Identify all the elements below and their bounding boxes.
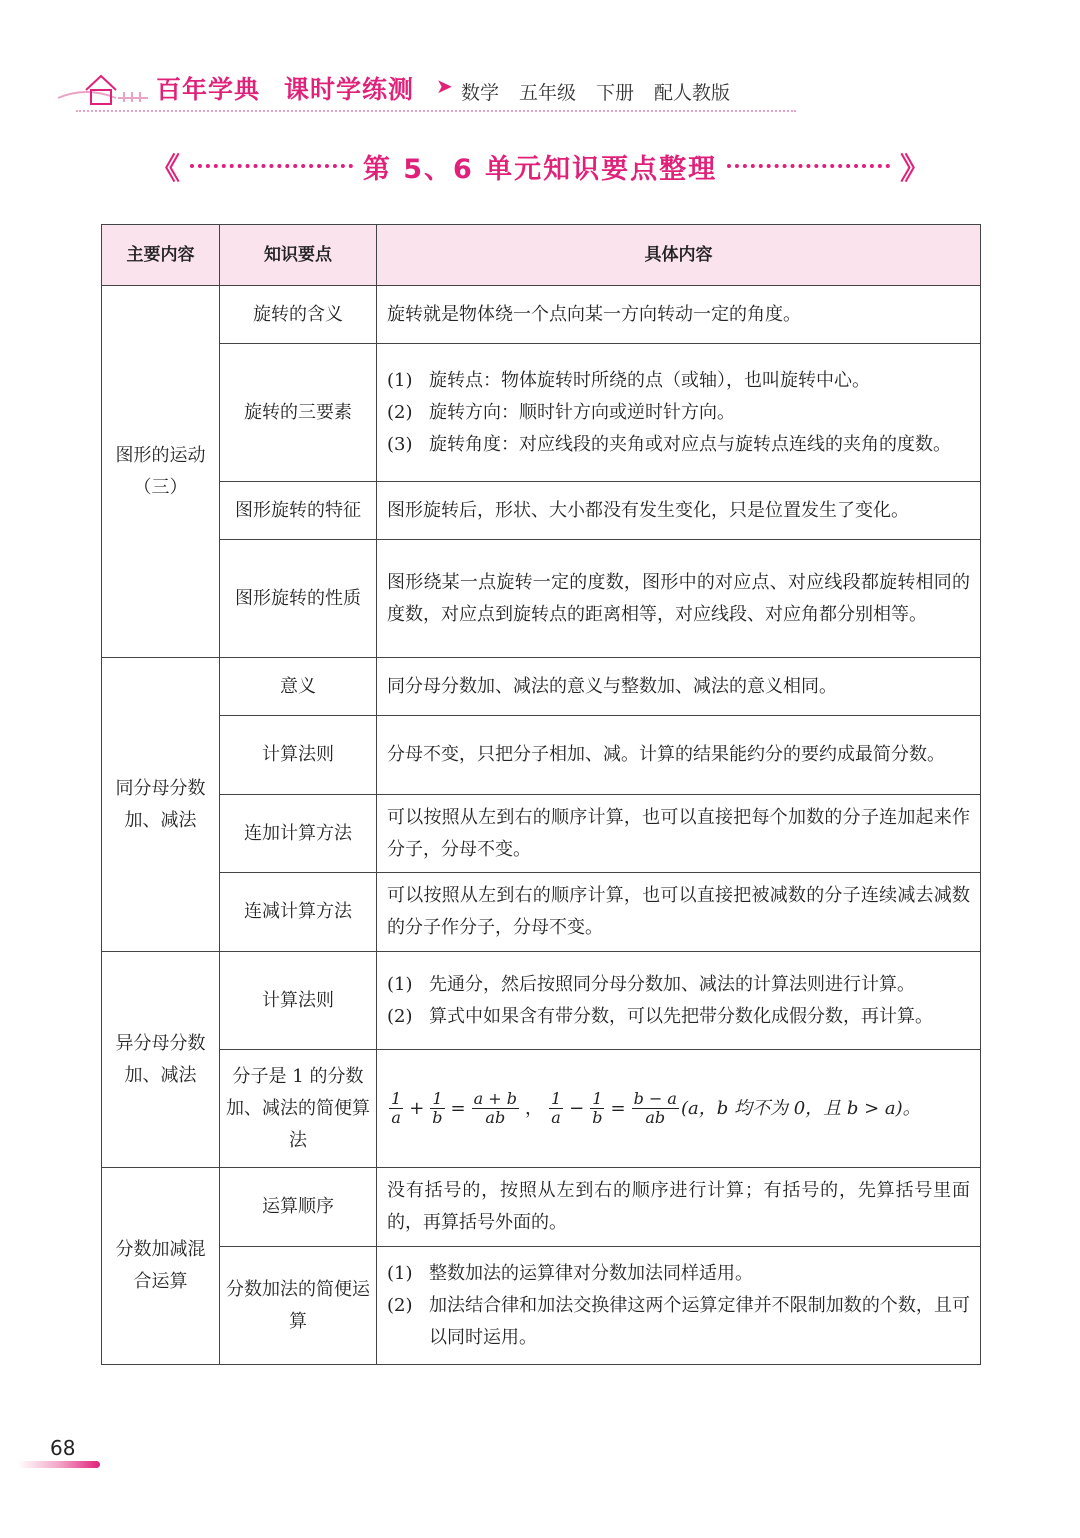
- brand-series: 课时学练测: [284, 75, 415, 104]
- detail-cell: [377, 344, 981, 482]
- brand-title: [156, 70, 438, 106]
- list-item: (2) 旋转方向：顺时针方向或逆时针方向。: [387, 401, 735, 423]
- arrow-right-icon: ➤: [436, 74, 453, 98]
- page-number-bar: [18, 1461, 100, 1468]
- fraction: $\frac{1}{a}$: [550, 1089, 562, 1127]
- detail-cell: 没有括号的，按照从左到右的顺序进行计算；有括号的，先算括号里面的，再算括号外面的。: [377, 1168, 981, 1247]
- topic-cell: 分数加减混合运算: [102, 1168, 220, 1365]
- table-row: [102, 1050, 981, 1168]
- fraction: $\frac{a + b}{ab}$: [473, 1089, 517, 1127]
- list-item: (1) 先通分，然后按照同分母分数加、减法的计算法则进行计算。: [387, 973, 915, 995]
- header-main-content: 主要内容: [102, 225, 220, 286]
- table-row: [102, 1247, 981, 1365]
- table-row: [102, 873, 981, 952]
- book-info: [461, 78, 750, 105]
- fraction: $\frac{1}{b}$: [432, 1089, 443, 1127]
- detail-cell: [377, 1247, 981, 1365]
- detail-cell: 图形旋转后，形状、大小都没有发生变化，只是位置发生了变化。: [377, 482, 981, 540]
- header-divider: [76, 110, 796, 112]
- fraction-formula: $\frac{1}{a}$ + $\frac{1}{b}$ = $\frac{a + b}{ab}$ ， $\frac{1}{a}$ − $\frac{1}{b}$ = $\frac{b - a}{ab}$ (a，b 均不为 0，且 b > a)。: [391, 1089, 921, 1127]
- list-item: (3) 旋转角度：对应线段的夹角或对应点与旋转点连线的夹角的度数。: [387, 433, 951, 455]
- point-cell: 图形旋转的性质: [220, 540, 377, 658]
- detail-cell: 可以按照从左到右的顺序计算，也可以直接把被减数的分子连续减去减数的分子作分子，分母不变。: [377, 873, 981, 952]
- title-dots-right: [727, 164, 890, 168]
- detail-cell: 分母不变，只把分子相加、减。计算的结果能约分的要约成最简分数。: [377, 716, 981, 795]
- brand-name: 百年学典: [156, 75, 261, 104]
- list-item: (2) 加法结合律和加法交换律这两个运算定律并不限制加数的个数，且可以同时运用。: [387, 1294, 970, 1348]
- topic-cell: 图形的运动（三）: [102, 286, 220, 658]
- page-number: 68: [50, 1436, 76, 1460]
- volume-label: 下册: [596, 82, 635, 104]
- table-row: [102, 658, 981, 716]
- detail-cell: 图形绕某一点旋转一定的度数，图形中的对应点、对应线段都旋转相同的度数，对应点到旋转点的距离相等，对应线段、对应角都分别相等。: [377, 540, 981, 658]
- point-cell: 分子是 1 的分数加、减法的简便算法: [220, 1050, 377, 1168]
- edition-label: 配人教版: [654, 82, 731, 104]
- fraction: $\frac{1}{a}$: [391, 1089, 402, 1127]
- detail-cell: [377, 952, 981, 1050]
- point-cell: 旋转的三要素: [220, 344, 377, 482]
- house-decoration-icon: [56, 68, 151, 108]
- table-row: [102, 795, 981, 873]
- page-header: [56, 60, 796, 120]
- point-cell: 图形旋转的特征: [220, 482, 377, 540]
- detail-cell: 可以按照从左到右的顺序计算，也可以直接把每个加数的分子连加起来作分子，分母不变。: [377, 795, 981, 873]
- formula-condition: (a，b 均不为 0，且 b > a)。: [680, 1097, 921, 1119]
- list-item: (2) 算式中如果含有带分数，可以先把带分数化成假分数，再计算。: [387, 1005, 933, 1027]
- fraction: $\frac{1}{b}$: [592, 1089, 603, 1127]
- grade-label: 五年级: [519, 82, 577, 104]
- point-cell: 计算法则: [220, 952, 377, 1050]
- chevron-left-icon: 《: [150, 152, 180, 187]
- list-item: (1) 旋转点：物体旋转时所绕的点（或轴），也叫旋转中心。: [387, 369, 870, 391]
- table-row: [102, 540, 981, 658]
- table-row: [102, 482, 981, 540]
- fraction: $\frac{b - a}{ab}$: [633, 1089, 677, 1127]
- table-row: [102, 1168, 981, 1247]
- detail-cell: 旋转就是物体绕一个点向某一方向转动一定的角度。: [377, 286, 981, 344]
- topic-cell: 同分母分数加、减法: [102, 658, 220, 952]
- page-title: 第 5、6 单元知识要点整理: [362, 153, 718, 185]
- title-dots-left: [190, 164, 353, 168]
- table-row: [102, 952, 981, 1050]
- table-row: [102, 344, 981, 482]
- table-row: [102, 716, 981, 795]
- point-cell: 计算法则: [220, 716, 377, 795]
- formula-cell: [377, 1050, 981, 1168]
- header-key-points: 知识要点: [220, 225, 377, 286]
- header-details: 具体内容: [377, 225, 981, 286]
- point-cell: 连加计算方法: [220, 795, 377, 873]
- point-cell: 连减计算方法: [220, 873, 377, 952]
- point-cell: 意义: [220, 658, 377, 716]
- section-title-bar: [150, 146, 930, 186]
- list-item: (1) 整数加法的运算律对分数加法同样适用。: [387, 1262, 753, 1284]
- detail-cell: 同分母分数加、减法的意义与整数加、减法的意义相同。: [377, 658, 981, 716]
- subject-label: 数学: [461, 82, 500, 104]
- table-row: [102, 286, 981, 344]
- point-cell: 运算顺序: [220, 1168, 377, 1247]
- point-cell: 旋转的含义: [220, 286, 377, 344]
- knowledge-table: [101, 224, 981, 1365]
- topic-cell: 异分母分数加、减法: [102, 952, 220, 1168]
- table-header-row: [102, 225, 981, 286]
- point-cell: 分数加法的简便运算: [220, 1247, 377, 1365]
- chevron-right-icon: 》: [900, 152, 930, 187]
